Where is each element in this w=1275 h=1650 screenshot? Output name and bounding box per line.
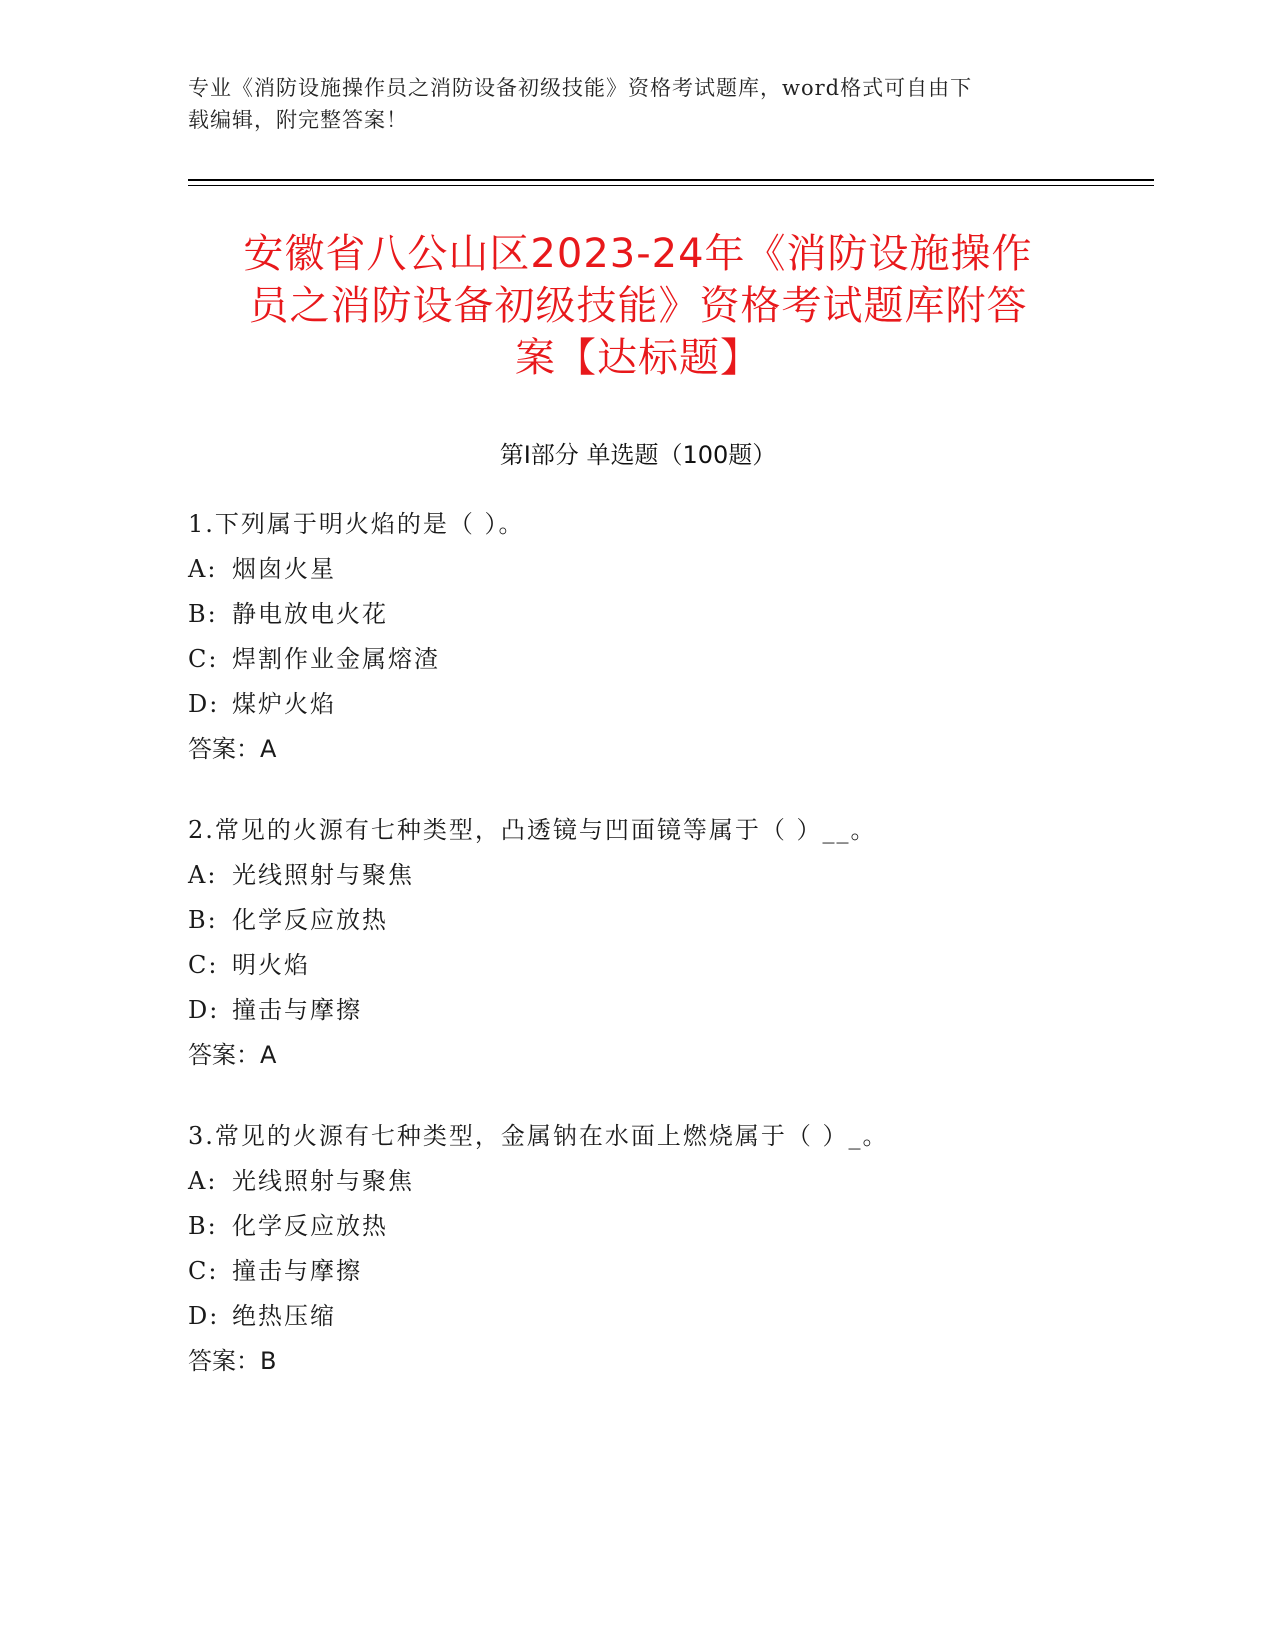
option-text: 明火焰 bbox=[232, 951, 310, 979]
question-stem: 2.常见的火源有七种类型，凸透镜与凹面镜等属于（ ）__。 bbox=[188, 816, 877, 844]
answer-option bbox=[188, 853, 1088, 898]
option-letter: C: bbox=[188, 645, 219, 673]
answer-option bbox=[188, 547, 1088, 592]
document-title bbox=[188, 228, 1088, 384]
header-note bbox=[188, 72, 1068, 136]
option-letter: B: bbox=[188, 1212, 218, 1240]
option-text: 撞击与摩擦 bbox=[232, 1257, 362, 1285]
option-letter: D: bbox=[188, 996, 220, 1024]
option-letter: A: bbox=[188, 1167, 218, 1195]
answer-key: 答案：A bbox=[188, 1041, 277, 1069]
header-note-line: 专业《消防设施操作员之消防设备初级技能》资格考试题库，word格式可自由下 bbox=[188, 76, 973, 100]
option-letter: C: bbox=[188, 1257, 219, 1285]
option-text: 光线照射与聚焦 bbox=[232, 1167, 414, 1195]
question-stem: 3.常见的火源有七种类型，金属钠在水面上燃烧属于（ ）_。 bbox=[188, 1122, 889, 1150]
question-stem: 1.下列属于明火焰的是（ ）。 bbox=[188, 510, 525, 538]
answer-option bbox=[188, 637, 1088, 682]
option-text: 焊割作业金属熔渣 bbox=[232, 645, 440, 673]
answer-option bbox=[188, 943, 1088, 988]
answer-key: 答案：B bbox=[188, 1347, 277, 1375]
answer-option bbox=[188, 988, 1088, 1033]
option-text: 绝热压缩 bbox=[232, 1302, 336, 1330]
option-letter: D: bbox=[188, 690, 220, 718]
option-text: 光线照射与聚焦 bbox=[232, 861, 414, 889]
header-divider bbox=[188, 179, 1154, 181]
option-text: 化学反应放热 bbox=[232, 1212, 388, 1240]
answer-option bbox=[188, 682, 1088, 727]
answer-option bbox=[188, 592, 1088, 637]
header-note-line: 载编辑，附完整答案！ bbox=[188, 108, 408, 132]
option-text: 烟囱火星 bbox=[232, 555, 336, 583]
answer-key: 答案：A bbox=[188, 735, 277, 763]
option-letter: B: bbox=[188, 600, 218, 628]
option-text: 撞击与摩擦 bbox=[232, 996, 362, 1024]
option-letter: A: bbox=[188, 861, 218, 889]
option-letter: C: bbox=[188, 951, 219, 979]
title-line: 案【达标题】 bbox=[515, 335, 761, 381]
title-line: 员之消防设备初级技能》资格考试题库附答 bbox=[248, 283, 1028, 329]
title-line: 安徽省八公山区2023-24年《消防设施操作 bbox=[243, 231, 1033, 277]
answer-option bbox=[188, 1159, 1088, 1204]
option-text: 静电放电火花 bbox=[232, 600, 388, 628]
answer-option bbox=[188, 1249, 1088, 1294]
answer-option bbox=[188, 898, 1088, 943]
answer-option bbox=[188, 1204, 1088, 1249]
question-block bbox=[188, 1114, 1088, 1384]
answer-option bbox=[188, 1294, 1088, 1339]
question-block bbox=[188, 502, 1088, 772]
option-text: 化学反应放热 bbox=[232, 906, 388, 934]
option-letter: D: bbox=[188, 1302, 220, 1330]
option-letter: B: bbox=[188, 906, 218, 934]
header-divider bbox=[188, 185, 1154, 186]
option-text: 煤炉火焰 bbox=[232, 690, 336, 718]
option-letter: A: bbox=[188, 555, 218, 583]
question-block bbox=[188, 808, 1088, 1078]
section-heading: 第I部分 单选题（100题） bbox=[499, 441, 777, 469]
